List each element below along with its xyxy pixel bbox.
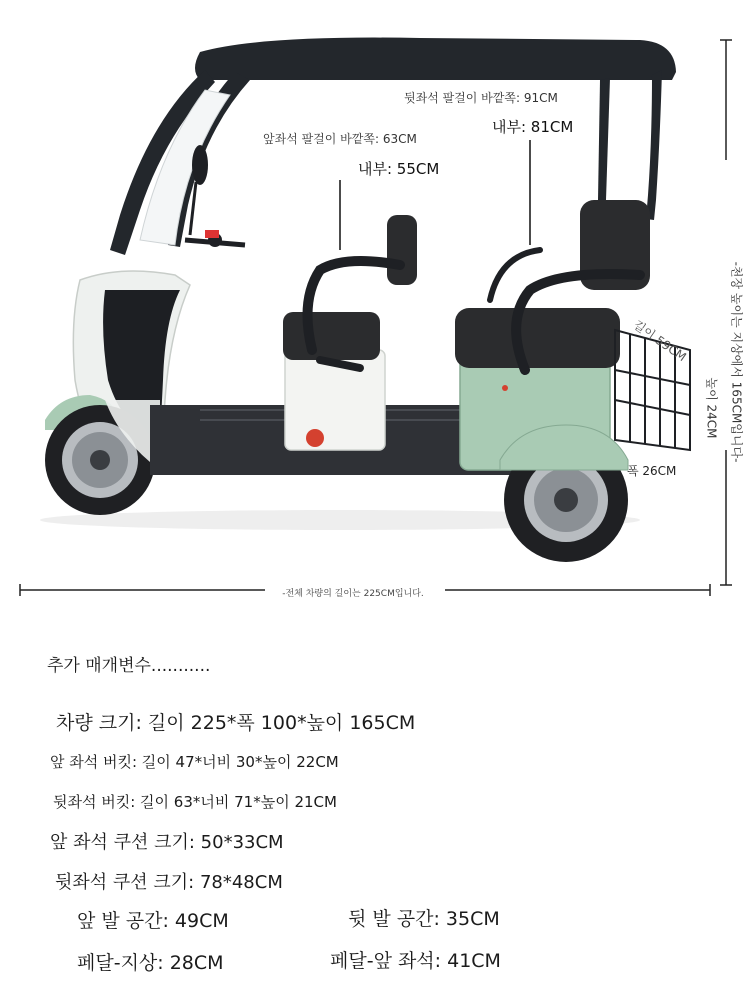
handlebar <box>185 230 245 247</box>
total-length-label: -전체 차량의 길이는 225CM입니다. <box>278 586 428 599</box>
basket-height-label: 높이 24CM <box>704 377 719 439</box>
basket-length-label: 길이 59CM <box>630 317 689 365</box>
mirror-icon <box>190 145 208 235</box>
spec-rear-foot-space: 뒷 발 공간: 35CM <box>348 908 500 930</box>
spec-list <box>0 600 750 1000</box>
spec-front-seat-bucket: 앞 좌석 버킷: 길이 47*너비 30*높이 22CM <box>50 753 339 771</box>
spec-pedal-front-seat: 페달-앞 좌석: 41CM <box>330 950 501 972</box>
rear-armrest-inside-label: 내부: 81CM <box>492 118 574 136</box>
spec-rear-seat-bucket: 뒷좌석 버킷: 길이 63*너비 71*높이 21CM <box>53 793 337 811</box>
spec-rear-cushion: 뒷좌석 쿠션 크기: 78*48CM <box>55 872 283 893</box>
spec-pedal-ground: 페달-지상: 28CM <box>77 952 224 974</box>
front-armrest-inside-label: 내부: 55CM <box>358 160 440 178</box>
rear-armrest-outside-label: 뒷좌석 팔걸이 바깥쪽: 91CM <box>404 91 558 105</box>
spec-title: 추가 매개변수........... <box>47 656 211 676</box>
spec-front-cushion: 앞 좌석 쿠션 크기: 50*33CM <box>50 832 284 853</box>
spec-vehicle-size: 차량 크기: 길이 225*폭 100*높이 165CM <box>56 712 416 734</box>
spec-front-foot-space: 앞 발 공간: 49CM <box>77 910 229 932</box>
ceiling-height-label: -천장 높이는 지상에서 165CM입니다- <box>729 261 744 463</box>
basket-width-label: 폭 26CM <box>627 464 677 478</box>
front-armrest-outside-label: 앞좌석 팔걸이 바깥쪽: 63CM <box>263 132 417 146</box>
